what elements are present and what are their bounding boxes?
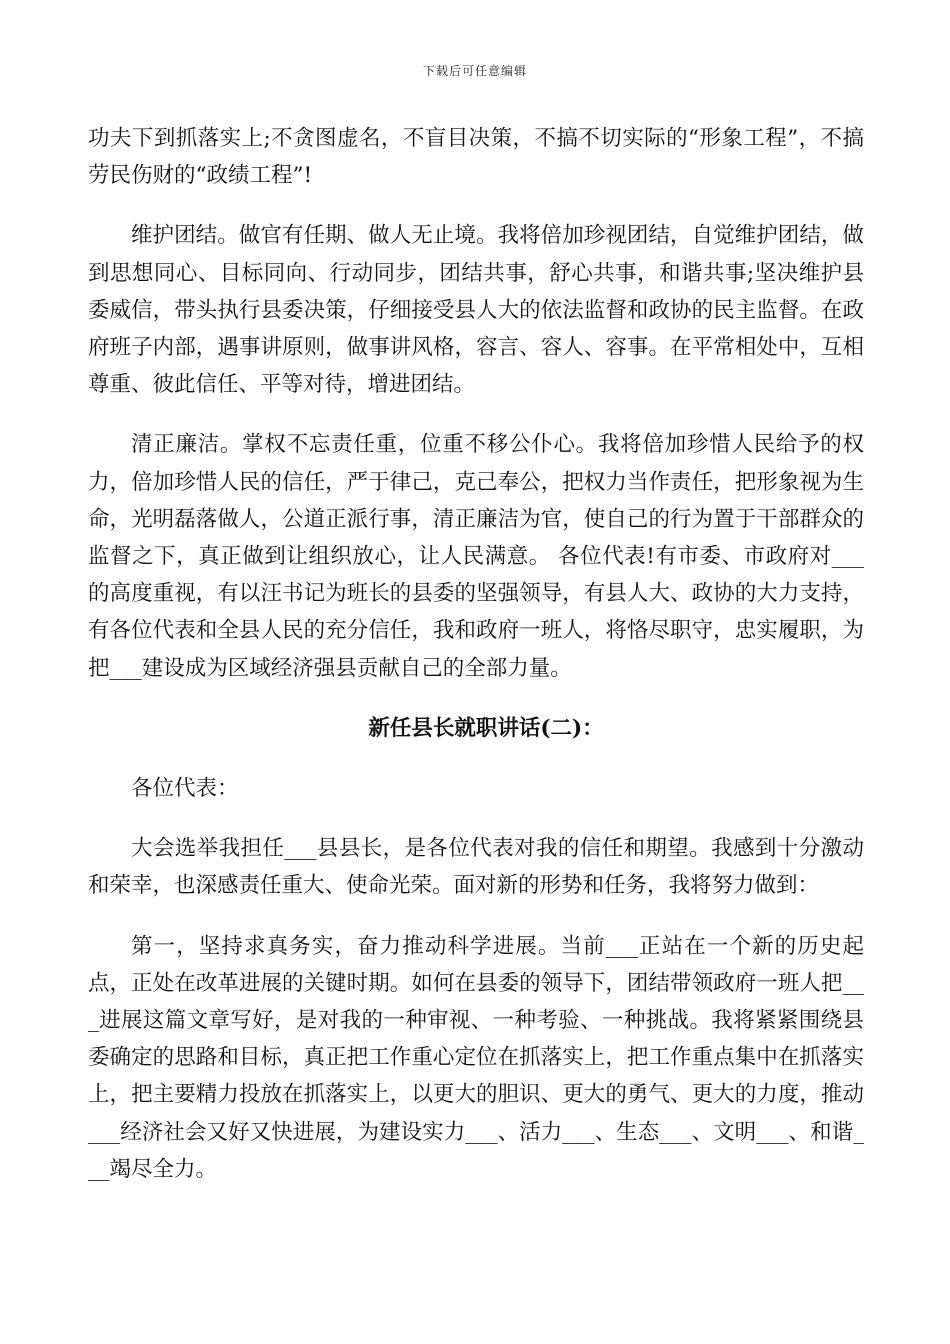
paragraph-salutation: 各位代表： [131, 776, 239, 802]
paragraph-integrity: 清正廉洁。掌权不忘责任重，位重不移公仆心。我将倍加珍惜人民给予的权力，倍加珍惜人民的信任，严于律己，克己奉公，把权力当作责任，把形象视为生命，光明磊落做人，公道正派行事，清正廉洁为官，使自己的行为置于干部群众的监督之下，真正做到让组织放心，让人民满意。 各位代表!有市委、市政府对___的高度重视，有以汪书记为班长的县委的坚强领导，有县人大、政协的大力支持，有各位代表和全县人民的充分信任，我和政府一班人，将恪尽职守，忠实履职，为把___建设成为区域经济强县贡献自己的全部力量。 [88, 432, 864, 681]
paragraph-election: 大会选举我担任___县县长，是各位代表对我的信任和期望。我感到十分激动和荣幸，也深感责任重大、使命光荣。面对新的形势和任务，我将努力做到： [88, 836, 864, 899]
paragraph-first-point: 第一，坚持求真务实，奋力推动科学进展。当前___正站在一个新的历史起点，正处在改革进展的关键时期。如何在县委的领导下，团结带领政府一班人把___进展这篇文章写好，是对我的一种审视、一种考验、一种挑战。我将紧紧围绕县委确定的思路和目标，真正把工作重心定位在抓落实上，把工作重点集中在抓落实上，把主要精力投放在抓落实上，以更大的胆识、更大的勇气、更大的力度，推动___经济社会又好又快进展，为建设实力___、活力___、生态___、文明___、和谐___竭尽全力。 [88, 933, 864, 1182]
page-header-note: 下载后可任意编辑 [422, 64, 527, 78]
document-body [88, 120, 864, 1211]
section-title: 新任县长就职讲话(二)： [368, 715, 604, 741]
paragraph-continuation: 功夫下到抓落实上;不贪图虚名，不盲目决策，不搞不切实际的“形象工程”，不搞劳民伤财的“政绩工程”! [88, 126, 864, 189]
paragraph-unity: 维护团结。做官有任期、做人无止境。我将倍加珍视团结，自觉维护团结，做到思想同心、目标同向、行动同步，团结共事，舒心共事，和谐共事;坚决维护县委威信，带头执行县委决策，仔细接受县人大的依法监督和政协的民主监督。在政府班子内部，遇事讲原则，做事讲风格，容言、容人、容事。在平常相处中，互相尊重、彼此信任、平等对待，增进团结。 [88, 223, 864, 398]
